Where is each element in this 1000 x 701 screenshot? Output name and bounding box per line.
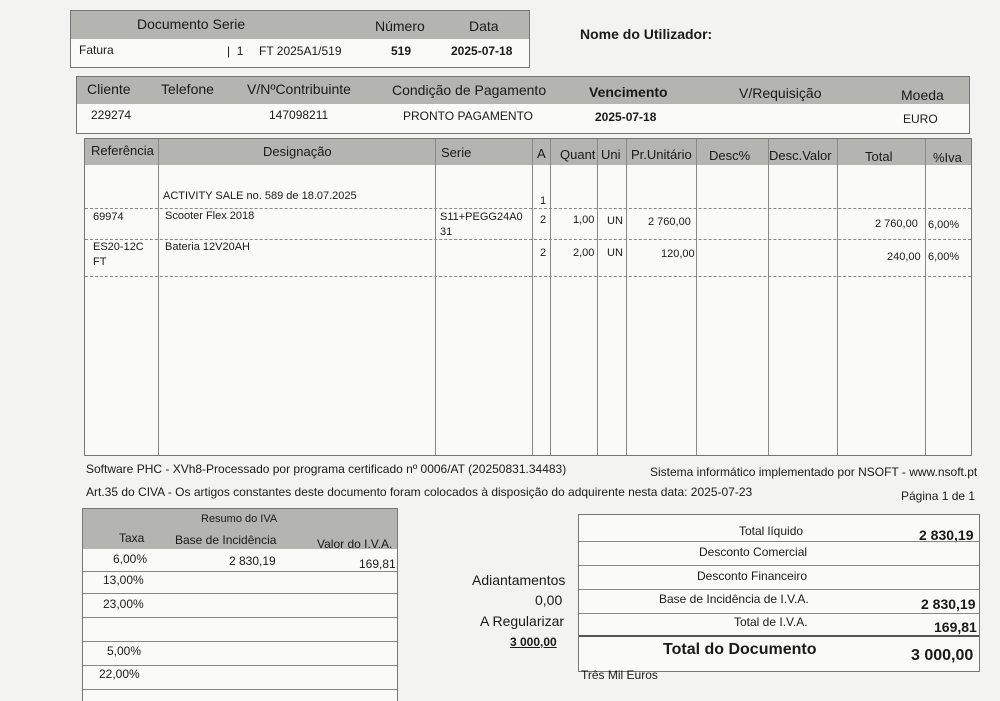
- item-3-pr-unitario: 120,00: [661, 248, 695, 260]
- resumo-row-3-taxa: 23,00%: [103, 597, 144, 611]
- adiantamentos-label: Adiantamentos: [472, 572, 566, 588]
- item-3-quant: 2,00: [573, 247, 595, 259]
- resumo-row-5-taxa: 5,00%: [107, 644, 142, 658]
- resumo-row-1-taxa: 6,00%: [113, 552, 148, 566]
- total-documento-label: Total do Documento: [663, 641, 817, 658]
- total-liquido-value: 2 830,19: [919, 527, 974, 543]
- desconto-comercial-label: Desconto Comercial: [699, 545, 808, 559]
- item-2-designacao: Scooter Flex 2018: [165, 210, 255, 222]
- client-header-box: [76, 76, 970, 134]
- resumo-row-6-taxa: 22,00%: [99, 667, 140, 681]
- resumo-iva-title: Resumo do IVA: [201, 513, 278, 525]
- adiantamentos-value: 0,00: [535, 592, 563, 608]
- item-3-total: 240,00: [887, 251, 921, 263]
- col-total: Total: [865, 149, 893, 164]
- col-numero: Número: [375, 18, 425, 34]
- vencimento-value: 2025-07-18: [595, 110, 657, 124]
- item-1-a: 1: [540, 195, 547, 207]
- document-type: Fatura: [79, 43, 114, 57]
- moeda-value: EURO: [903, 112, 938, 126]
- items-table: [84, 138, 972, 456]
- total-liquido-label: Total líquido: [739, 524, 804, 538]
- resumo-row-2-taxa: 13,00%: [103, 573, 144, 587]
- resumo-row-1-valor: 169,81: [359, 557, 396, 571]
- col-contribuinte: V/NºContribuinte: [247, 81, 351, 97]
- item-3-designacao: Bateria 12V20AH: [165, 241, 250, 253]
- item-2-referencia: 69974: [93, 211, 124, 223]
- item-2-total: 2 760,00: [875, 218, 918, 230]
- col-referencia: Referência: [91, 143, 154, 158]
- totals-table: [578, 514, 980, 672]
- col-moeda: Moeda: [901, 87, 944, 103]
- col-documento-serie: Documento Serie: [137, 16, 246, 32]
- item-3-referencia-cont: FT: [93, 256, 107, 268]
- col-requisicao: V/Requisição: [739, 85, 822, 101]
- col-vencimento: Vencimento: [589, 84, 668, 100]
- item-3-uni: UN: [607, 247, 623, 259]
- item-2-a: 2: [540, 214, 547, 226]
- total-documento-value: 3 000,00: [911, 647, 974, 664]
- resumo-row-1-base: 2 830,19: [229, 554, 276, 568]
- col-uni: Uni: [601, 147, 621, 162]
- item-2-serie: S11+PEGG24A0: [440, 211, 523, 223]
- resumo-iva-table: [82, 508, 398, 701]
- item-2-iva: 6,00%: [928, 219, 960, 231]
- document-series: FT 2025A1/519: [259, 44, 342, 58]
- regularizar-value: 3 000,00: [510, 635, 557, 649]
- item-1-designacao: ACTIVITY SALE no. 589 de 18.07.2025: [163, 190, 357, 202]
- art35-note: Art.35 do CIVA - Os artigos constantes deste documento foram colocados à disposição do adquirente nesta data: 2025-07-23: [86, 485, 753, 499]
- col-a: A: [537, 146, 546, 161]
- document-header-box: [70, 10, 530, 68]
- col-valor-iva: Valor do I.V.A.: [317, 537, 393, 551]
- base-incidencia-value: 2 830,19: [921, 596, 976, 612]
- col-telefone: Telefone: [161, 81, 214, 97]
- document-series-number: | 1: [227, 44, 244, 58]
- col-pr-unitario: Pr.Unitário: [631, 147, 692, 162]
- page-number: Página 1 de 1: [901, 489, 976, 503]
- regularizar-label: A Regularizar: [480, 613, 565, 629]
- desconto-financeiro-label: Desconto Financeiro: [697, 569, 808, 583]
- col-desc-valor: Desc.Valor: [769, 148, 832, 163]
- col-desc-pct: Desc%: [709, 148, 751, 163]
- cliente-value: 229274: [91, 108, 132, 122]
- document-number: 519: [391, 44, 412, 58]
- item-2-quant: 1,00: [573, 214, 595, 226]
- col-taxa: Taxa: [119, 531, 145, 545]
- condicao-value: PRONTO PAGAMENTO: [403, 109, 534, 123]
- utilizador-label: Nome do Utilizador:: [580, 26, 713, 42]
- base-incidencia-label: Base de Incidência de I.V.A.: [659, 592, 809, 606]
- sistema-note: Sistema informático implementado por NSOFT - www.nsoft.pt: [650, 465, 978, 479]
- software-note: Software PHC - XVh8-Processado por programa certificado nº 0006/AT (20250831.34483): [86, 462, 567, 476]
- item-2-serie-cont: 31: [440, 226, 453, 238]
- total-extenso: Três Mil Euros: [581, 668, 658, 682]
- col-designacao: Designação: [263, 144, 332, 159]
- document-date: 2025-07-18: [451, 44, 513, 58]
- item-3-referencia: ES20-12C: [93, 241, 144, 253]
- col-iva-pct: %Iva: [933, 150, 962, 165]
- col-quant: Quant: [560, 147, 596, 162]
- contribuinte-value: 147098211: [269, 108, 329, 122]
- total-iva-value: 169,81: [934, 619, 977, 635]
- total-iva-label: Total de I.V.A.: [734, 615, 808, 629]
- col-cliente: Cliente: [87, 81, 131, 97]
- item-2-uni: UN: [607, 215, 623, 227]
- col-condicao-pagamento: Condição de Pagamento: [392, 82, 547, 98]
- col-data: Data: [469, 18, 499, 34]
- col-base-incidencia: Base de Incidência: [175, 533, 277, 547]
- item-3-iva: 6,00%: [928, 251, 960, 263]
- item-2-pr-unitario: 2 760,00: [648, 216, 691, 228]
- item-3-a: 2: [540, 247, 547, 259]
- col-serie: Serie: [441, 145, 472, 160]
